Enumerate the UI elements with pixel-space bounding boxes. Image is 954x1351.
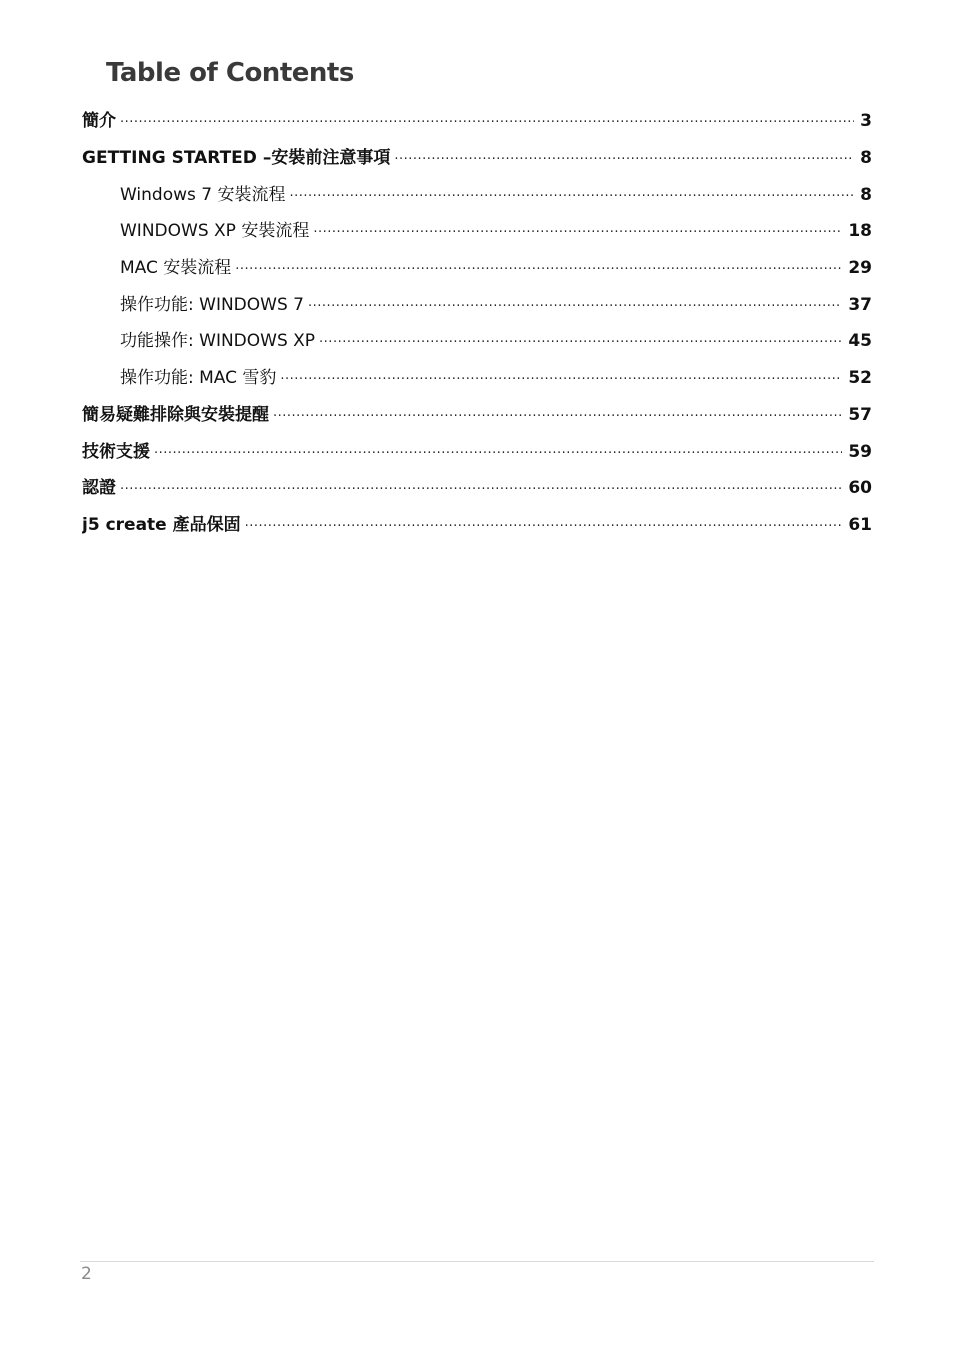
page-title: Table of Contents: [106, 58, 354, 88]
toc-entry-label: 操作功能: MAC 雪豹: [120, 368, 277, 389]
dot-leader: [120, 478, 842, 498]
toc-entry-page: 3: [860, 111, 872, 132]
toc-entry-mac-install[interactable]: [82, 250, 872, 287]
dot-leader: [235, 258, 842, 278]
toc-entry-label: MAC 安裝流程: [120, 258, 232, 279]
toc-entry-page: 8: [860, 184, 872, 205]
toc-entry-page: 61: [848, 514, 872, 535]
toc-entry-windows7-operation[interactable]: [82, 286, 872, 323]
dot-leader: [120, 111, 854, 131]
toc-entry-page: 37: [848, 294, 872, 315]
dot-leader: [280, 368, 842, 388]
dot-leader: [290, 185, 855, 205]
dot-leader: [308, 295, 842, 315]
toc-entry-warranty[interactable]: [82, 507, 872, 544]
page-number: 2: [81, 1264, 92, 1284]
toc-entry-label: 操作功能: WINDOWS 7: [120, 294, 304, 315]
toc-entry-certification[interactable]: [82, 470, 872, 507]
toc-entry-windowsxp-operation[interactable]: [82, 323, 872, 360]
dot-leader: [245, 515, 843, 535]
toc-entry-windows7-install[interactable]: [82, 176, 872, 213]
toc-entry-page: 60: [848, 478, 872, 499]
toc-entry-page: 45: [848, 331, 872, 352]
toc-entry-page: 59: [848, 441, 872, 462]
toc-entry-tech-support[interactable]: [82, 433, 872, 470]
dot-leader: [273, 405, 842, 425]
toc-entry-label: WINDOWS XP 安裝流程: [120, 221, 310, 242]
footer-divider: [80, 1261, 874, 1262]
dot-leader: [313, 221, 842, 241]
dot-leader: [394, 148, 854, 168]
table-of-contents: [82, 103, 872, 543]
toc-entry-label: GETTING STARTED –安裝前注意事項: [82, 148, 391, 169]
toc-entry-label: j5 create 產品保固: [82, 514, 241, 535]
toc-entry-label: 功能操作: WINDOWS XP: [120, 331, 316, 352]
toc-entry-windowsxp-install[interactable]: [82, 213, 872, 250]
toc-entry-label: 技術支援: [82, 441, 150, 462]
toc-entry-label: 認證: [82, 478, 116, 499]
toc-entry-page: 29: [848, 258, 872, 279]
toc-entry-label: Windows 7 安裝流程: [120, 184, 286, 205]
toc-entry-mac-operation[interactable]: [82, 360, 872, 397]
dot-leader: [319, 331, 842, 351]
toc-entry-page: 8: [860, 148, 872, 169]
toc-entry-page: 52: [848, 368, 872, 389]
toc-entry-page: 18: [848, 221, 872, 242]
toc-entry-page: 57: [848, 404, 872, 425]
toc-entry-intro[interactable]: [82, 103, 872, 140]
toc-entry-getting-started[interactable]: [82, 140, 872, 177]
dot-leader: [154, 442, 842, 462]
toc-entry-label: 簡易疑難排除與安裝提醒: [82, 404, 269, 425]
toc-entry-label: 簡介: [82, 111, 116, 132]
toc-entry-troubleshooting[interactable]: [82, 397, 872, 434]
